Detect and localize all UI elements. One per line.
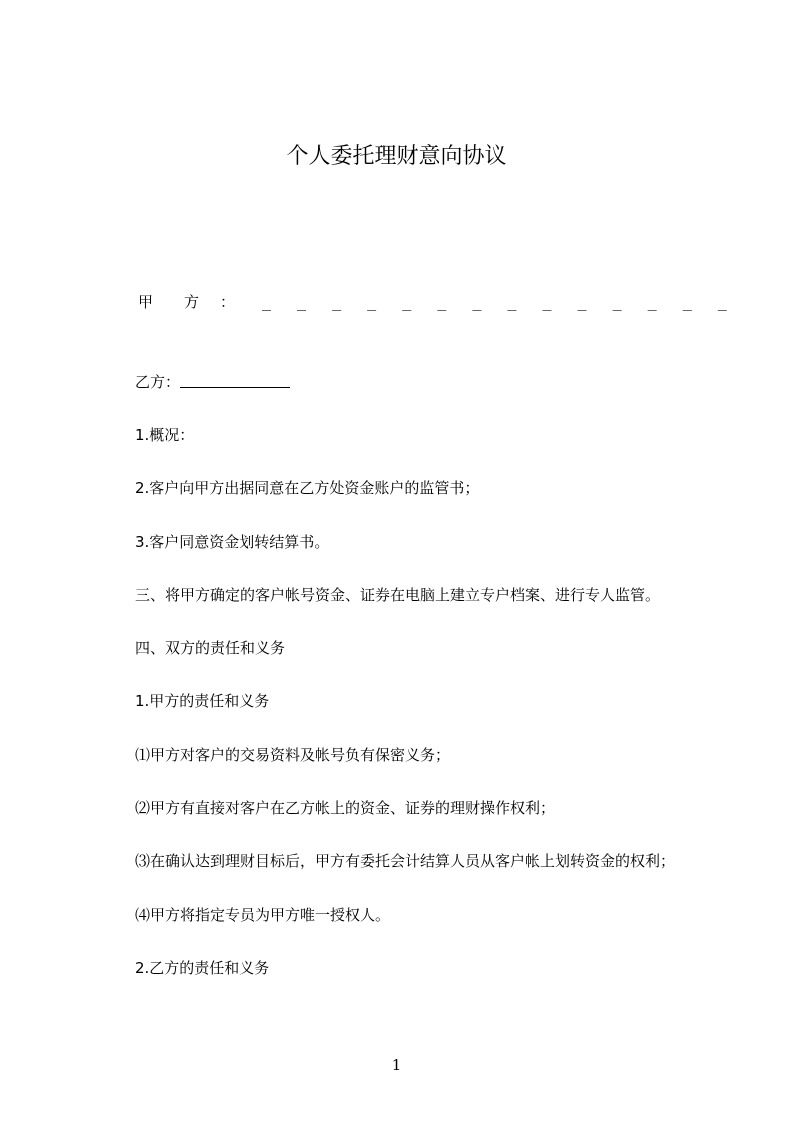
party-b-blank: [180, 373, 290, 388]
party-a-char-1: 甲: [138, 293, 154, 311]
party-a-line: [138, 292, 727, 318]
clause-party-a-duty-4: ⑷甲方将指定专员为甲方唯一授权人。: [135, 906, 391, 924]
clause-supervision-letter: 2.客户向甲方出据同意在乙方处资金账户的监管书；: [135, 479, 480, 497]
clause-section-four-heading: 四、双方的责任和义务: [135, 639, 286, 657]
clause-party-a-duties-heading: 1.甲方的责任和义务: [135, 692, 270, 710]
page-number: 1: [391, 1056, 402, 1074]
clause-party-b-duties-heading: 2.乙方的责任和义务: [135, 959, 270, 977]
party-b-line: [135, 372, 290, 392]
document-title: 个人委托理财意向协议: [286, 144, 507, 169]
clause-party-a-duty-2: ⑵甲方有直接对客户在乙方帐上的资金、证券的理财操作权利；: [135, 799, 556, 817]
clause-overview: 1.概况：: [135, 426, 195, 444]
party-a-char-2: 方: [184, 293, 200, 311]
clause-party-a-duty-1: ⑴甲方对客户的交易资料及帐号负有保密义务；: [135, 746, 451, 764]
party-a-blank: _ _ _ _ _ _ _ _ _ _ _ _ _ _: [262, 293, 727, 311]
party-b-label: 乙方：: [135, 373, 181, 391]
party-a-colon: ：: [220, 293, 236, 311]
clause-party-a-duty-3: ⑶在确认达到理财目标后，甲方有委托会计结算人员从客户帐上划转资金的权利；: [135, 852, 676, 870]
clause-section-three: 三、将甲方确定的客户帐号资金、证券在电脑上建立专户档案、进行专人监管。: [135, 586, 661, 604]
clause-transfer-settlement: 3.客户同意资金划转结算书。: [135, 533, 330, 551]
